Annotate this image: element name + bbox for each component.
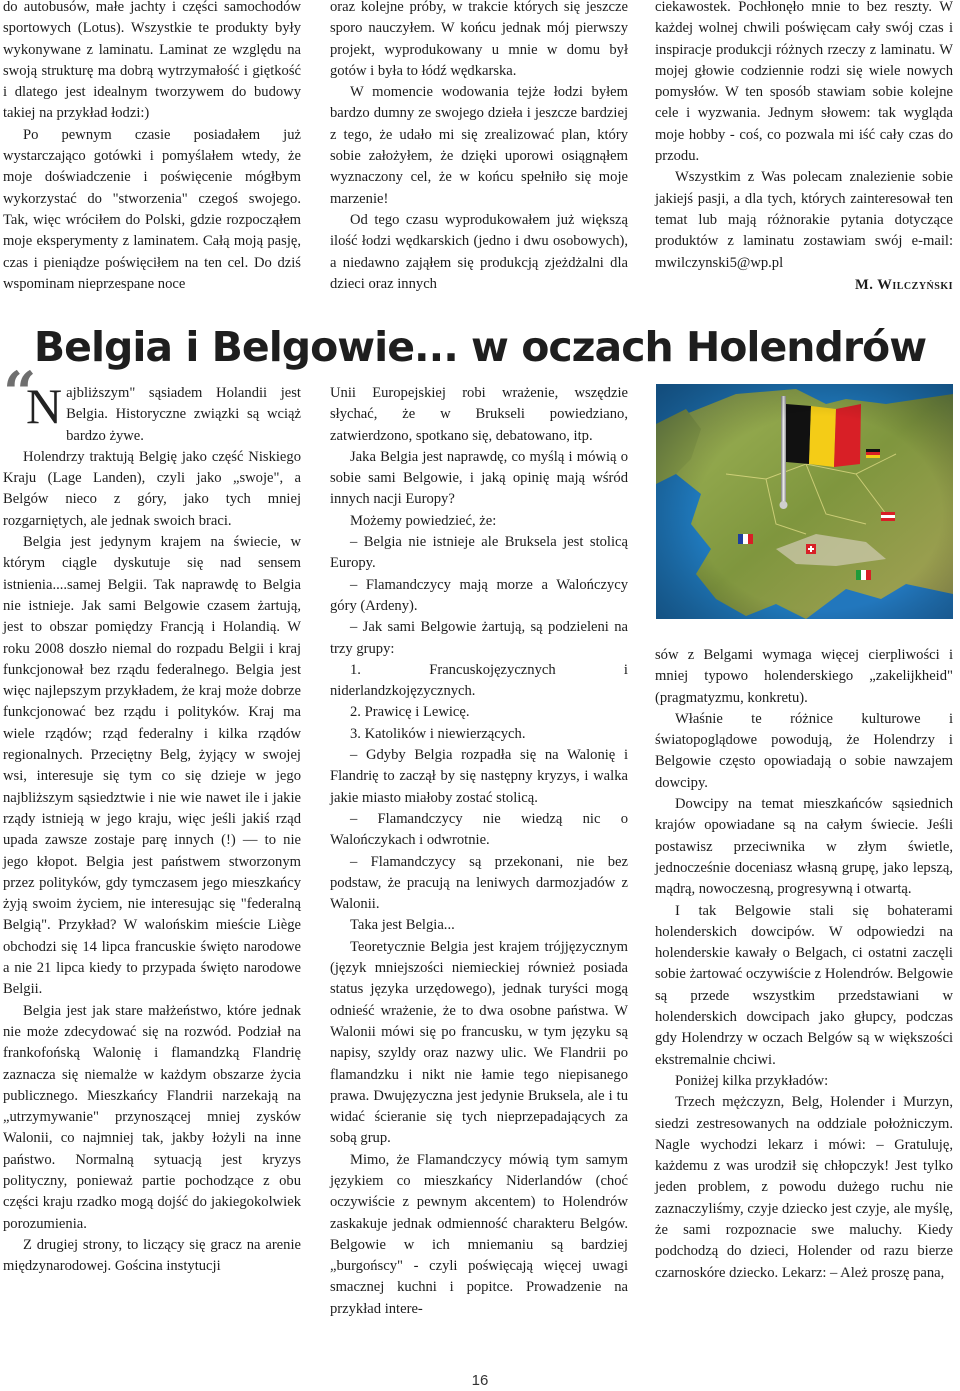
article-column-3 [655, 645, 953, 1284]
paragraph: Trzech mężczyzn, Belg, Holender i Murzyn, siedzi zestresowanych na oddziale położniczym. Nagle wychodzi lekarz i mówi: – Gratuluję, każdemu z was urodził się chłopczyk! Jest tylko jeden problem, z powodu dużego ruchu nie zaznaczyliśmy, czyje dziecko jest czyje, ale myślę, że sami rozpoznacie swe maluchy. Kiedy podchodzą do dzieci, Holender od razu bierze czarnoskóre dziecko. Lekarz: – Ależ proszę pana, [655, 1094, 953, 1281]
lead-paragraph [3, 378, 301, 447]
article-column-1 [3, 378, 301, 1277]
paragraph: Możemy powiedzieć, że: [350, 512, 497, 529]
list-item: – Flamandczycy mają morze a Walończycy góry (Ardeny). [330, 576, 628, 614]
list-item: – Jak sami Belgowie żartują, są podzieleni na trzy grupy: [330, 619, 628, 657]
photo-vignette [656, 384, 953, 619]
paragraph: Belgia jest jak stare małżeństwo, które jednak nie może zdecydować się na rozwód. Podział na frankofońską Walonię i flamandzką Flandrię zaznacza się niemalże w każdym obszarze życia publicznego. Mieszkańcy Flandrii narzekają na „utrzymywanie" przynoszącej mniej zysków Walonii, co najmniej tak, jakby łożyli na inne państwo. Normalną sytuacją jest kryzys polityczny, ponieważ partie pochodzące z obu części kraju rzadko mogą dojść do jakiegokolwiek porozumienia. [3, 1002, 301, 1232]
list-item: 2. Prawicę i Lewicę. [350, 704, 470, 721]
belgium-map-photo [656, 384, 953, 619]
paragraph: oraz kolejne próby, w trakcie których się jeszcze sporo nauczyłem. W końcu jednak mój pierwszy projekt, wyprodukowany u mnie w domu był gotów i była to łódź wędkarska. [330, 0, 628, 79]
top-column-2 [330, 0, 628, 295]
paragraph: ciekawostek. Pochłonęło mnie to bez reszty. W każdej wolnej chwili poświęcam cały swój czas i inspiracje produkcji różnych rzeczy z laminatu. W mojej głowie codziennie rodzi się wiele nowych pomysłów. W ten sposób stawiam sobie kolejne cele i wyzwania. Jednym słowem: tak wygląda moje hobby - coś, co pozwala mi iść cały czas do przodu. [655, 0, 953, 165]
paragraph: Właśnie te różnice kulturowe i światopoglądowe powodują, że Holendrzy i Belgowie często opowiadają o sobie nawzajem dowcipy. [655, 710, 953, 791]
page-number: 16 [471, 1372, 489, 1389]
top-column-1 [3, 0, 301, 295]
paragraph: Holendrzy traktują Belgię jako część Niskiego Kraju (Lage Landen), czyli jako „swoje", a Belgów nieco z góry, jako tych mniej rozgarniętych, ale jednak swoich braci. [3, 448, 301, 529]
paragraph: Unii Europejskiej robi wrażenie, wszędzie słychać, że w Brukseli powiedziano, zatwierdzono, spotkano się, debatowano, itp. [330, 385, 628, 444]
paragraph: Po pewnym czasie posiadałem już wystarczająco gotówki i pomyślałem wtedy, że moje doświadczenie i poświęcenie mógłbym wykorzystać do "stworzenia" czegoś swojego. Tak, więc wróciłem do Polski, gdzie rozpocząłem moje eksperymenty z laminatem. Całą moją pasję, czas i pieniądze poświęciłem na ten cel. Do dziś wspominam nieprzespane noce [3, 126, 301, 292]
paragraph: Wszystkim z Was polecam znalezienie sobie jakiejś pasji, a dla tych, których zainteresował ten temat lub mają różnorakie pytania dotyczące produktów z laminatu zostawiam swój e-mail: mwilczynski5@wp.pl [655, 169, 953, 271]
list-item: – Flamandczycy są przekonani, nie bez podstaw, że pracują na leniwych darmozjadów z Walonii. [330, 853, 628, 913]
list-item: 3. Katolików i niewierzących. [350, 725, 526, 742]
top-column-3 [655, 0, 953, 296]
list-item: 1. Francuskojęzycznych i niderlandzkojęzycznych. [330, 661, 628, 700]
list-item: – Gdyby Belgia rozpadła się na Walonię i Flandrię to zaczął by się następny kryzys, i walka jakie miasto miałoby zostać stolicą. [330, 747, 628, 806]
list-item: – Flamandczycy nie wiedzą nic o Walończykach i odwrotnie. [330, 810, 628, 849]
paragraph: I tak Belgowie stali się bohaterami holenderskich dowcipów. W odpowiedzi na holenderskie kawały o Belgach, ci ostatni zaczęli sobie żartować oczywiście z Holendrów. Belgowie są przede wszystkim przedstawiani w holenderskich dowcipach jako głupcy, podczas gdy Holendrzy w oczach Belgów są w większości ekstremalnie chciwi. [655, 902, 953, 1068]
paragraph: Belgia jest jedynym krajem na świecie, w którym ciągle dyskutuje się nad sensem istnienia....samej Belgii. Tak naprawdę to Belgia nie istnieje. Jak sami Belgowie czasem żartują, jest to obszar pomiędzy Francją i Holandią. W roku 2008 doszło niemal do rozpadu Belgii i kraj funkcjonował bez rządu federalnego. Belgia jest więc najlepszym przykładem, że kraj może dobrze funkcjonować bez rządu i polityków. Kraj ma wiele rządów; rząd federalny i kilka rządów regionalnych. Przeciętny Belg, żyjący w swojej wsi, interesuje się tym co się dzieje w jego najbliższym sąsiedztwie i nie wie nawet ile i jakie rządy istnieją w jego kraju, więc jeśli jakiś rząd upada zawsze zostaje parę innych (!) — to nie jego kłopot. Belgia jest państwem stworzonym przez polityków, gdy tymczasem jego mieszkańcy żyją swoim życiem, nie interesując się "federalną Belgią". Przykład? W walońskim mieście Liège obchodzi się 14 lipca francuskie święto narodowe a nie 21 lipca kiedy to przypada święto narodowe Belgii. [3, 534, 301, 998]
paragraph: Od tego czasu wyprodukowałem już większą ilość łodzi wędkarskich (jedno i dwu osobowych), a niedawno zająłem się produkcją zjeżdżalni dla dzieci oraz innych [330, 211, 628, 292]
paragraph: W momencie wodowania tejże łodzi byłem bardzo dumny ze swojego dzieła i jeszcze bardziej z tego, że udało mi się zrealizować plan, który sobie założyłem, że dzięki uporowi osiągnąłem wyznaczony cel, że w końcu spełniło się moje marzenie! [330, 84, 628, 207]
article-title: Belgia i Belgowie... w oczach Holendrów [33, 323, 927, 371]
paragraph: do autobusów, małe jachty i części samochodów sportowych (Lotus). Wszystkie te produkty były wykonywane z laminatu. Laminat ze względu na swoją strukturę ma dobrą wytrzymałość i giętkość i dlatego jest idealnym tworzywem do budowy takiej na przykład łodzi:) [3, 0, 301, 122]
paragraph: sów z Belgami wymaga więcej cierpliwości i mniej typowo holenderskiego „zakelijkheid" (pragmatyzmu, konkretu). [655, 647, 953, 706]
paragraph: Dowcipy na temat mieszkańców sąsiednich krajów opowiadane są na całym świecie. Jeśli postawisz przeciwnika w złym świetle, jednocześnie doceniasz własną grupę, jako lepszą, mądrą, nowoczesną, progresywną i otwartą. [655, 796, 953, 898]
map-illustration [656, 384, 953, 619]
drop-cap: N [26, 378, 63, 434]
paragraph: Mimo, że Flamandczycy mówią tym samym językiem co mieszkańcy Niderlandów (choć oczywiście z pewnym akcentem) to Holendrów zaskakuje jednak odmienność charakteru Belgów. Belgowie w ich mniemaniu są bardziej „burgońscy" - czyli poświęcają więcej uwagi smacznej kuchni i popitce. Prowadzenie na przykład intere- [330, 1151, 628, 1317]
paragraph: Teoretycznie Belgia jest krajem trójjęzycznym (język mniejszości niemieckiej również posiada status języka urzędowego), jednak turyści mogą odnieść wrażenie, że to dwa osobne państwa. W Walonii mówi się po francusku, w tym języku są napisy, szyldy oraz nazwy ulic. We Flandrii po flamandzku i nikt nie łamie tego niepisanego prawa. Dwujęzyczna jest jedynie Bruksela, ale i tu widać ścieranie się tych nieprzepadających za sobą grup. [330, 938, 628, 1147]
lead-text: ajbliższym" sąsiadem Holandii jest Belgia. Historyczne związki są wciąż bardzo żywe. [66, 385, 301, 444]
paragraph: Poniżej kilka przykładów: [675, 1072, 829, 1089]
paragraph: Taka jest Belgia... [350, 917, 455, 934]
opening-quote-mark: “ [3, 359, 37, 427]
paragraph: Jaka Belgia jest naprawdę, co myślą i mówią o sobie sami Belgowie, i jaką opinię mają wśród innych nacji Europy? [330, 448, 628, 508]
article-column-2 [330, 383, 628, 1320]
paragraph: Z drugiej strony, to liczący się gracz na arenie międzynarodowej. Gościna instytucji [3, 1236, 301, 1275]
list-item: – Belgia nie istnieje ale Bruksela jest stolicą Europy. [330, 534, 628, 572]
author-signature: M. Wilczyński [854, 276, 953, 293]
